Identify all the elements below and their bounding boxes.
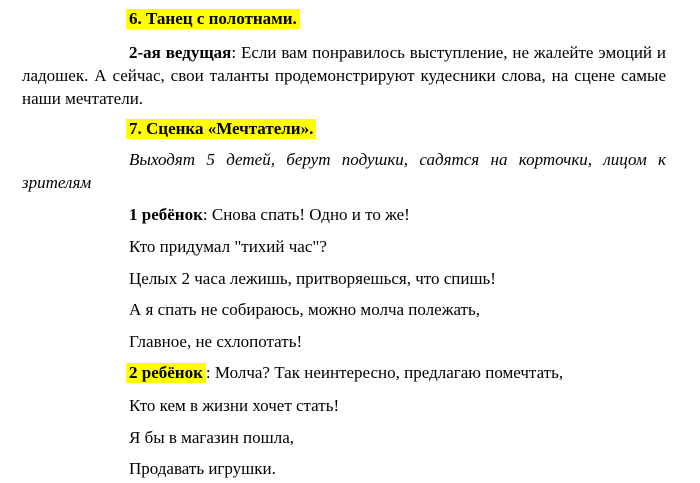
child2-text-1: Молча? Так неинтересно, предлагаю помечтать, — [214, 363, 564, 382]
child2-line-2: Кто кем в жизни хочет стать! — [129, 396, 340, 415]
host-text: Если вам понравилось выступление, не жалейте эмоций и ладошек. А сейчас, свои таланты продемонстрируют кудесники слова, на сцене самые наши мечтатели. — [22, 43, 666, 108]
stage-direction: Выходят 5 детей, берут подушки, садятся на корточки, лицом к зрителям — [22, 150, 666, 192]
child2-line-3: Я бы в магазин пошла, — [129, 428, 295, 447]
child2-line-1 — [126, 362, 563, 384]
child1-line-1 — [129, 204, 410, 226]
child1-text-1: Снова спать! Одно и то же! — [211, 205, 410, 224]
child1-line-5: Главное, не схлопотать! — [129, 332, 303, 351]
highlighted-heading-6: 6. Танец с полотнами. — [126, 9, 300, 29]
host-paragraph — [22, 41, 666, 110]
host-speaker: 2-ая ведущая — [129, 43, 232, 62]
child1-line-3: Целых 2 часа лежишь, притворяешься, что спишь! — [129, 269, 496, 288]
heading-item-6 — [126, 8, 300, 30]
heading-item-7 — [126, 118, 316, 140]
child1-speaker: 1 ребёнок — [129, 205, 203, 224]
child1-line-4: А я спать не собираюсь, можно молча полежать, — [129, 300, 480, 319]
child2-separator: : — [205, 363, 215, 382]
host-separator: : — [231, 43, 241, 62]
child1-separator: : — [202, 205, 212, 224]
child1-line-2: Кто придумал "тихий час"? — [129, 237, 327, 256]
child2-speaker: 2 ребёнок — [126, 363, 206, 383]
highlighted-heading-7: 7. Сценка «Мечтатели». — [126, 119, 316, 139]
child2-line-4: Продавать игрушки. — [129, 459, 276, 478]
